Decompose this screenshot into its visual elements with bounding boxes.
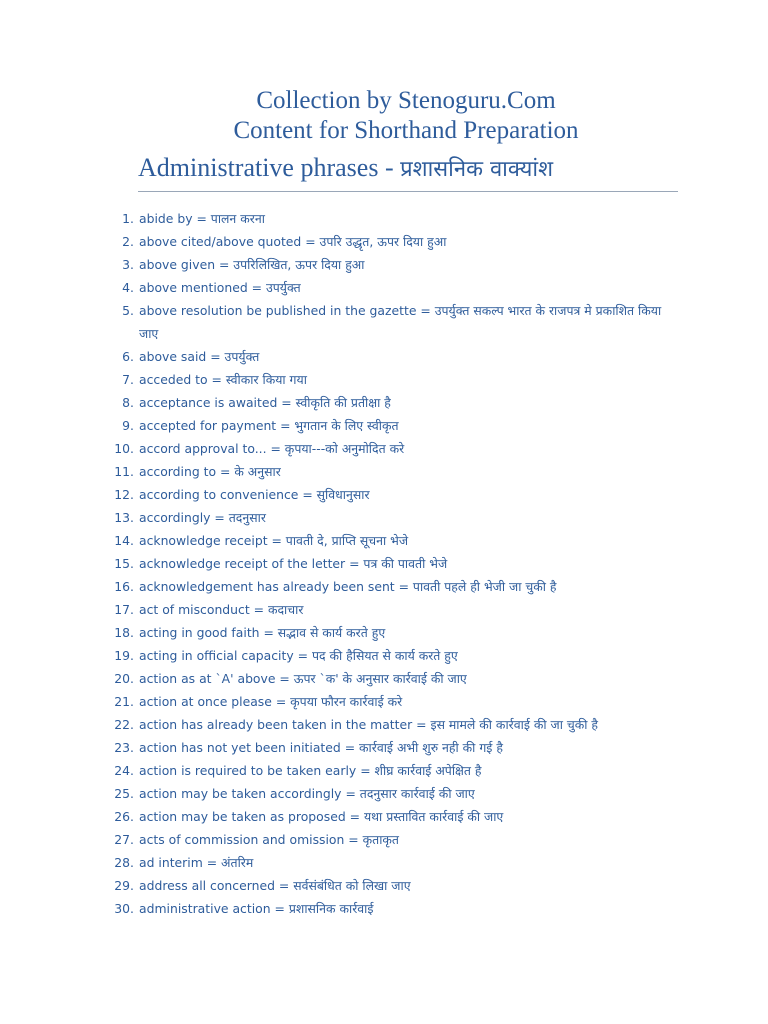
- list-item: [0, 368, 768, 391]
- header-title-english: Administrative phrases -: [138, 153, 401, 182]
- list-item-text: accord approval to... = कृपया---को अनुमोदित करे: [139, 441, 405, 456]
- list-item: [0, 690, 768, 713]
- list-item-number: 30.: [114, 901, 134, 916]
- list-item: [0, 713, 768, 736]
- list-item-text: abide by = पालन करना: [139, 211, 265, 226]
- list-item-number: 20.: [114, 671, 134, 686]
- header-line-content: Content for Shorthand Preparation: [233, 117, 579, 144]
- list-item-text: according to convenience = सुविधानुसार: [139, 487, 370, 502]
- list-item-text: action as at `A' above = ऊपर `क' के अनुसार कार्रवाई की जाए: [139, 671, 467, 686]
- list-item-number: 7.: [122, 372, 134, 387]
- list-item-text: action at once please = कृपया फौरन कार्रवाई करे: [139, 694, 403, 709]
- phrase-list: [0, 207, 768, 920]
- list-item: [0, 506, 768, 529]
- list-item: [0, 851, 768, 874]
- list-item: [0, 414, 768, 437]
- list-item-text: acting in official capacity = पद की हैसियत से कार्य करते हुए: [139, 648, 458, 663]
- list-item-text: ad interim = अंतरिम: [139, 855, 254, 870]
- list-item-number: 4.: [122, 280, 134, 295]
- list-item-text: above mentioned = उपर्युक्त: [139, 280, 301, 295]
- list-item: [0, 598, 768, 621]
- list-item: [0, 299, 768, 345]
- list-item: [0, 529, 768, 552]
- list-item-number: 18.: [114, 625, 134, 640]
- list-item-text: action is required to be taken early = शीघ्र कार्रवाई अपेक्षित है: [139, 763, 482, 778]
- list-item: [0, 759, 768, 782]
- list-item-text: action may be taken accordingly = तदनुसार कार्रवाई की जाए: [139, 786, 475, 801]
- list-item-number: 26.: [114, 809, 134, 824]
- list-item-number: 17.: [114, 602, 134, 617]
- header-line-title: [138, 152, 553, 186]
- list-item-text: acknowledgement has already been sent = पावती पहले ही भेजी जा चुकी है: [139, 579, 557, 594]
- list-item-text: act of misconduct = कदाचार: [139, 602, 304, 617]
- list-item-number: 3.: [122, 257, 134, 272]
- list-item-number: 19.: [114, 648, 134, 663]
- list-item-number: 22.: [114, 717, 134, 732]
- list-item-number: 8.: [122, 395, 134, 410]
- header-line-collection: Collection by Stenoguru.Com: [256, 87, 556, 114]
- list-item: [0, 207, 768, 230]
- list-item: [0, 230, 768, 253]
- list-item-number: 23.: [114, 740, 134, 755]
- header-divider: [138, 191, 678, 192]
- list-item-text: above cited/above quoted = उपरि उद्धृत, ऊपर दिया हुआ: [139, 234, 447, 249]
- list-item-number: 15.: [114, 556, 134, 571]
- list-item: [0, 391, 768, 414]
- list-item: [0, 897, 768, 920]
- list-item: [0, 667, 768, 690]
- list-item-text: above resolution be published in the gazette = उपर्युक्त सकल्प भारत के राजपत्र मे प्रकाशित किया जाए: [139, 303, 662, 341]
- list-item: [0, 805, 768, 828]
- list-item-number: 6.: [122, 349, 134, 364]
- list-item-number: 24.: [114, 763, 134, 778]
- list-item-number: 11.: [114, 464, 134, 479]
- list-item-number: 21.: [114, 694, 134, 709]
- list-item: [0, 575, 768, 598]
- list-item-number: 9.: [122, 418, 134, 433]
- list-item-text: acknowledge receipt of the letter = पत्र की पावती भेजे: [139, 556, 448, 571]
- list-item: [0, 736, 768, 759]
- list-item-text: administrative action = प्रशासनिक कार्रवाई: [139, 901, 374, 916]
- header-title-hindi: प्रशासनिक वाक्यांश: [400, 157, 554, 182]
- list-item: [0, 552, 768, 575]
- list-item-number: 5.: [122, 303, 134, 318]
- list-item-text: address all concerned = सर्वसंबंधित को लिखा जाए: [139, 878, 411, 893]
- list-item-text: acceptance is awaited = स्वीकृति की प्रतीक्षा है: [139, 395, 391, 410]
- list-item: [0, 345, 768, 368]
- list-item-number: 16.: [114, 579, 134, 594]
- list-item-number: 10.: [114, 441, 134, 456]
- document-header: [0, 86, 768, 182]
- list-item-number: 27.: [114, 832, 134, 847]
- list-item-number: 12.: [114, 487, 134, 502]
- list-item: [0, 621, 768, 644]
- list-item-number: 2.: [122, 234, 134, 249]
- list-item: [0, 437, 768, 460]
- list-item: [0, 483, 768, 506]
- list-item-text: acceded to = स्वीकार किया गया: [139, 372, 307, 387]
- list-item-text: action may be taken as proposed = यथा प्रस्तावित कार्रवाई की जाए: [139, 809, 504, 824]
- list-item-text: acknowledge receipt = पावती दे, प्राप्ति सूचना भेजे: [139, 533, 409, 548]
- list-item: [0, 828, 768, 851]
- list-item-text: action has already been taken in the matter = इस मामले की कार्रवाई की जा चुकी है: [139, 717, 598, 732]
- list-item: [0, 874, 768, 897]
- list-item-number: 13.: [114, 510, 134, 525]
- list-item-text: action has not yet been initiated = कार्रवाई अभी शुरु नही की गई है: [139, 740, 503, 755]
- list-item: [0, 253, 768, 276]
- list-item: [0, 276, 768, 299]
- list-item-text: accordingly = तदनुसार: [139, 510, 266, 525]
- list-item-text: accepted for payment = भुगतान के लिए स्वीकृत: [139, 418, 399, 433]
- list-item-text: above given = उपरिलिखित, ऊपर दिया हुआ: [139, 257, 365, 272]
- list-item-text: acting in good faith = सद्भाव से कार्य करते हुए: [139, 625, 386, 640]
- list-item: [0, 460, 768, 483]
- list-item-number: 1.: [122, 211, 134, 226]
- list-item-text: acts of commission and omission = कृताकृत: [139, 832, 399, 847]
- list-item-number: 25.: [114, 786, 134, 801]
- list-item-text: above said = उपर्युक्त: [139, 349, 260, 364]
- list-item-number: 29.: [114, 878, 134, 893]
- list-item: [0, 782, 768, 805]
- list-item-number: 14.: [114, 533, 134, 548]
- list-item: [0, 644, 768, 667]
- list-item-number: 28.: [114, 855, 134, 870]
- list-item-text: according to = के अनुसार: [139, 464, 281, 479]
